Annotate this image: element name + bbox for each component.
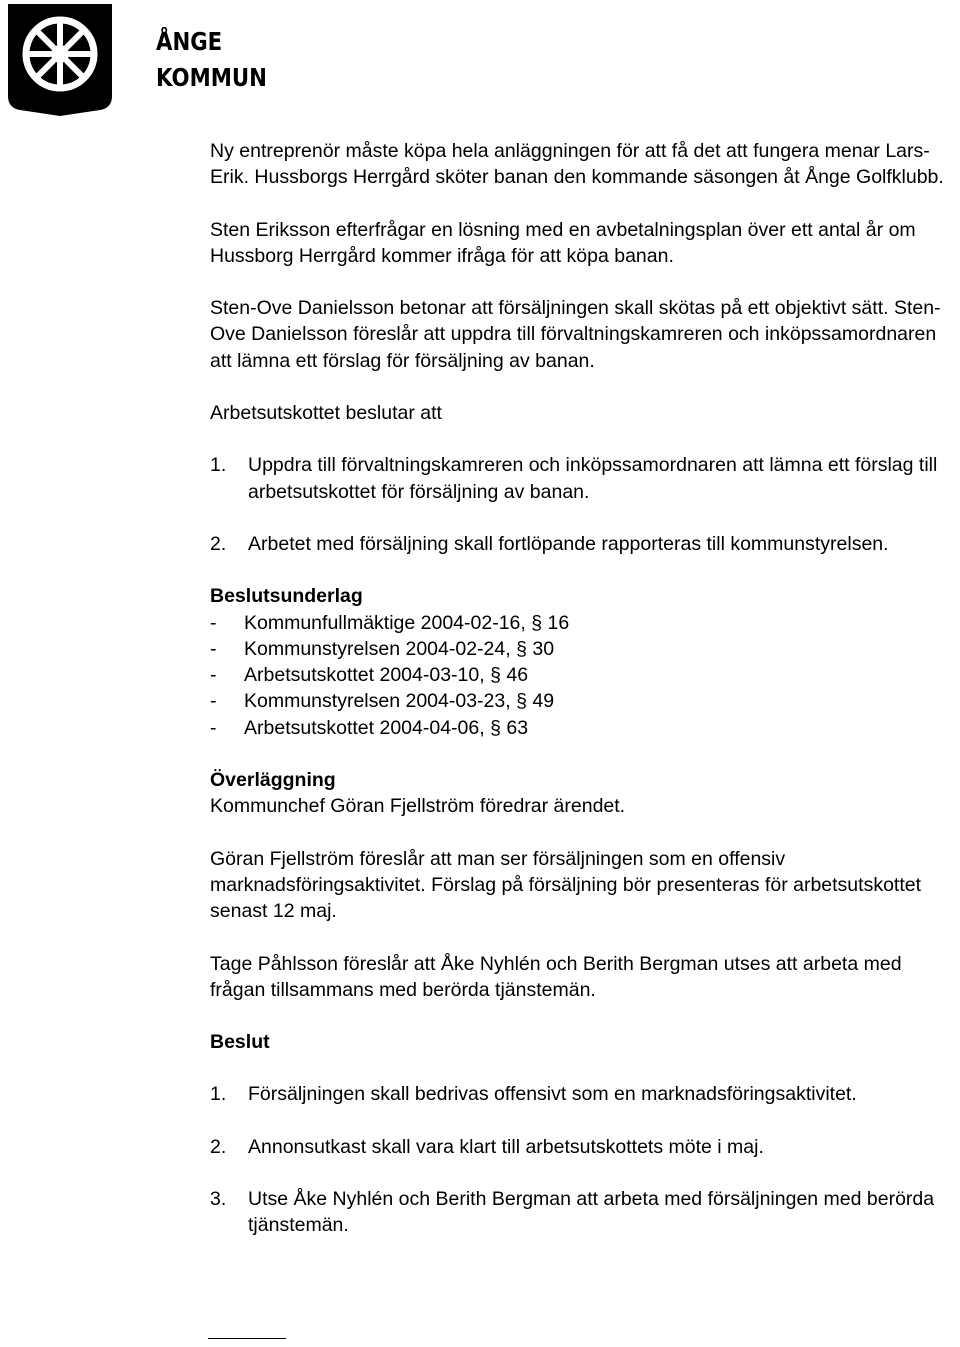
list-dash: - bbox=[210, 664, 217, 687]
paragraph-sign: § bbox=[490, 664, 501, 687]
list-item-text: Kommunfullmäktige 2004-02-16, § 16 bbox=[244, 610, 569, 636]
decision-item bbox=[210, 1081, 960, 1107]
list-item bbox=[210, 662, 960, 688]
item-text: Utse Åke Nyhlén och Berith Bergman att arbeta med försäljningen med berörda tjänstemän. bbox=[248, 1188, 935, 1237]
list-item bbox=[210, 688, 960, 714]
item-text: Annonsutkast skall vara klart till arbetsutskottets möte i maj. bbox=[248, 1135, 764, 1158]
decision-item bbox=[210, 1186, 960, 1239]
list-item bbox=[210, 636, 960, 662]
paragraph: Tage Påhlsson föreslår att Åke Nyhlén och Berith Bergman utses att arbeta med frågan tillsammans med berörda tjänstemän. bbox=[210, 952, 902, 1001]
decision-item bbox=[210, 1134, 960, 1160]
item-number: 3. bbox=[210, 1188, 227, 1211]
logo-line-2: KOMMUN bbox=[156, 63, 267, 92]
list-item bbox=[210, 715, 960, 741]
list-dash: - bbox=[210, 637, 217, 660]
paragraph: Sten Eriksson efterfrågar en lösning med en avbetalningsplan över ett antal år om Hussborg Herrgård kommer ifråga för att köpa banan. bbox=[210, 218, 916, 267]
list-dash: - bbox=[210, 690, 217, 713]
item-text: Försäljningen skall bedrivas offensivt som en marknadsföringsaktivitet. bbox=[248, 1083, 857, 1106]
item-number: 2. bbox=[210, 532, 227, 555]
list-item-text: Kommunstyrelsen 2004-03-23, § 49 bbox=[244, 688, 554, 714]
decision-item bbox=[210, 531, 960, 557]
wheel-shield-icon bbox=[6, 2, 146, 118]
item-number: 1. bbox=[210, 1083, 227, 1106]
list-item-text: Kommunstyrelsen 2004-02-24, § 30 bbox=[244, 636, 554, 662]
paragraph: Arbetsutskottet beslutar att bbox=[210, 402, 442, 425]
municipality-logo bbox=[6, 2, 267, 118]
paragraph-sign: § bbox=[516, 690, 527, 713]
section-heading-beslutsunderlag: Beslutsunderlag bbox=[210, 585, 363, 608]
paragraph: Ny entreprenör måste köpa hela anläggningen för att få det att fungera menar Lars-Erik. Hussborgs Herrgård sköter banan den kommande säsongen åt Ånge Golfklubb. bbox=[210, 140, 944, 189]
paragraph: Göran Fjellström föreslår att man ser försäljningen som en offensiv marknadsföringsaktivitet. Förslag på försäljning bör presenteras för arbetsutskottet senast 12 maj. bbox=[210, 847, 922, 923]
paragraph: Sten-Ove Danielsson betonar att försäljningen skall skötas på ett objektivt sätt. Sten-Ove Danielsson föreslår att uppdra till förvaltningskamreren och inköpssamordnaren att lämna ett förslag för försäljning av banan. bbox=[210, 297, 941, 372]
list-item-text: Arbetsutskottet 2004-04-06, § 63 bbox=[244, 715, 528, 741]
item-text: Arbetet med försäljning skall fortlöpande rapporteras till kommunstyrelsen. bbox=[248, 532, 889, 555]
logo-line-1: ÅNGE bbox=[156, 27, 223, 56]
paragraph-sign: § bbox=[531, 611, 543, 634]
list-item bbox=[210, 610, 960, 636]
item-number: 1. bbox=[210, 454, 227, 477]
list-item-text: Arbetsutskottet 2004-03-10, § 46 bbox=[244, 662, 528, 688]
document-body bbox=[210, 138, 960, 1239]
footnote-separator bbox=[208, 1338, 286, 1339]
logo-text bbox=[156, 24, 267, 96]
list-dash: - bbox=[210, 611, 217, 634]
item-text: Uppdra till förvaltningskamreren och inköpssamordnaren att lämna ett förslag till arbetsutskottet för försäljning av banan. bbox=[248, 454, 938, 503]
decision-item bbox=[210, 452, 960, 505]
list-dash: - bbox=[210, 716, 217, 739]
section-heading-beslut: Beslut bbox=[210, 1031, 270, 1054]
paragraph-sign: § bbox=[516, 637, 527, 660]
item-number: 2. bbox=[210, 1135, 227, 1158]
section-heading-overlaggning: Överläggning bbox=[210, 769, 336, 792]
paragraph: Kommunchef Göran Fjellström föredrar ärendet. bbox=[210, 795, 626, 818]
beslutsunderlag-list bbox=[210, 610, 960, 741]
paragraph-sign: § bbox=[490, 716, 501, 739]
